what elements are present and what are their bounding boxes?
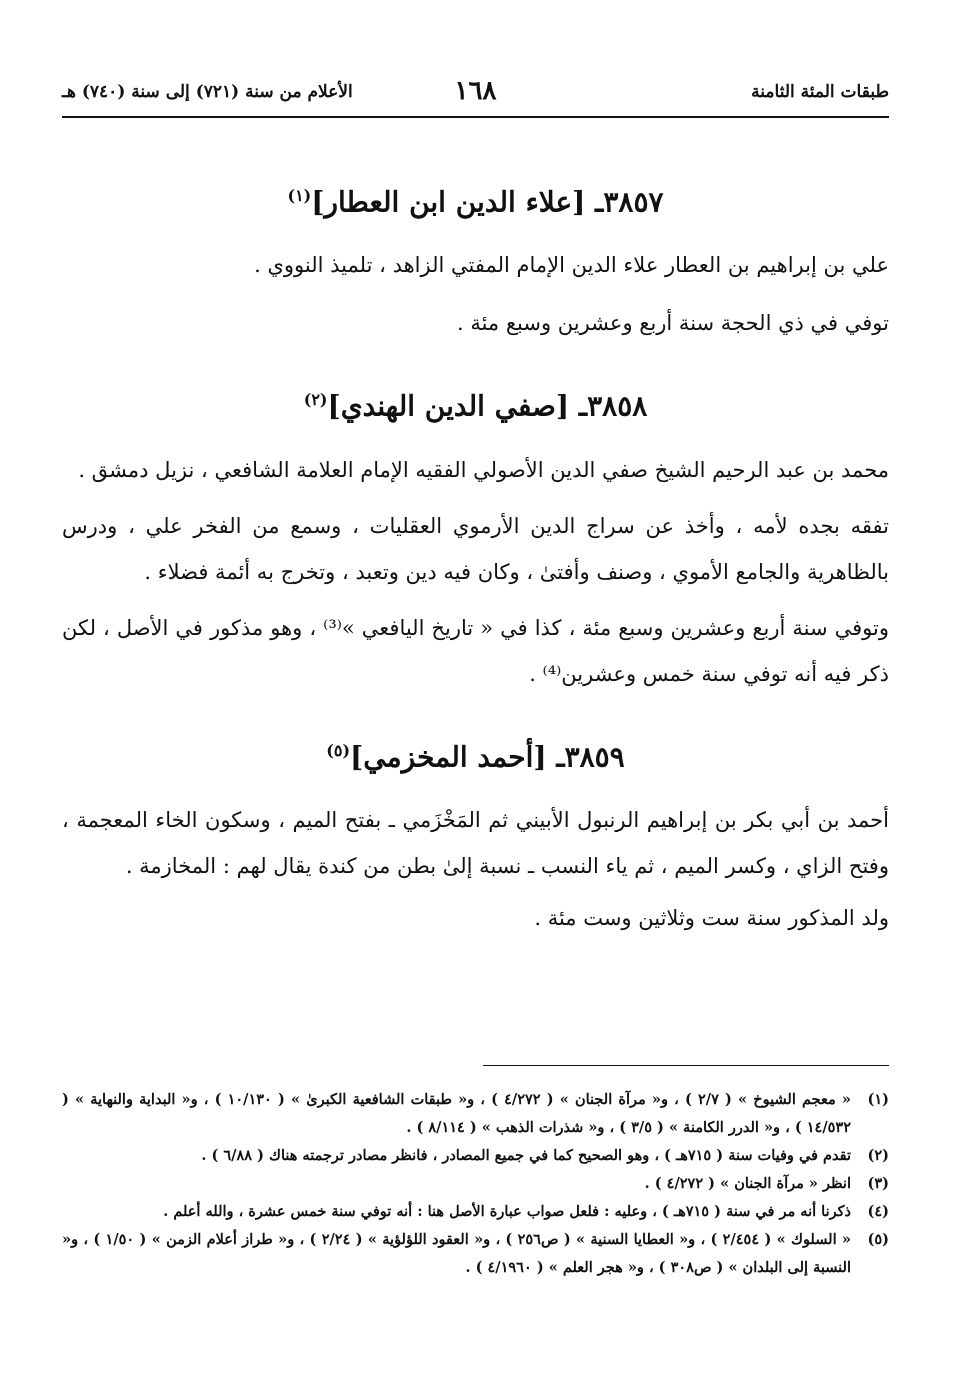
footnote	[62, 1142, 889, 1170]
entry-title	[62, 372, 889, 434]
entry-paragraph: أحمد بن أبي بكر بن إبراهيم الرنبول الأبيني ثم المَخْزَمي ـ بفتح الميم ، وسكون الخاء المعجمة ، وفتح الزاي ، وكسر الميم ، ثم ياء النسب ـ نسبة إلىٰ بطن من كندة يقال لهم : المخازمة .	[62, 807, 889, 878]
footnote	[62, 1086, 889, 1142]
entry-title-text: ٣٨٥٧ـ [علاء الدين ابن العطار]	[311, 185, 664, 219]
footnote-number: (٣)	[867, 1175, 889, 1192]
entry	[62, 723, 889, 941]
footnote	[62, 1226, 889, 1282]
footnote-text: ذكرنا أنه مر في سنة ( ٧١٥هـ ) ، وعليه : فلعل صواب عبارة الأصل هنا : أنه توفي سنة خمس عشرة ، والله أعلم .	[163, 1203, 851, 1220]
page-number: ١٦٨	[454, 76, 497, 106]
footnote-separator	[483, 1065, 889, 1066]
header-range-title: الأعلام من سنة (٧٢١) إلى سنة (٧٤٠) هـ	[62, 82, 353, 102]
entry	[62, 372, 889, 696]
footnote-text: « معجم الشيوخ » ( ٢/٧ ) ، و« مرآة الجنان » ( ٤/٢٧٢ ) ، و« طبقات الشافعية الكبرىٰ » ( ١٠/١٣٠ ) ، و« البداية والنهاية » ( ١٤/٥٣٢ ) ، و« الدرر الكامنة » ( ٣/٥ ) ، و« شذرات الذهب » ( ٨/١١٤ ) .	[62, 1091, 851, 1136]
entry-title	[62, 168, 889, 230]
footnote-ref: (٢)	[303, 390, 328, 410]
entry-paragraph: محمد بن عبد الرحيم الشيخ صفي الدين الأصولي الفقيه الإمام العلامة الشافعي ، نزيل دمشق .	[78, 457, 889, 482]
footnote-text: تقدم في وفيات سنة ( ٧١٥هـ ) ، وهو الصحيح كما في جميع المصادر ، فانظر مصادر ترجمته هناك ( ٦/٨٨ ) .	[201, 1147, 851, 1164]
footnote-ref: (٥)	[326, 740, 351, 760]
entry-paragraph: توفي في ذي الحجة سنة أربع وعشرين وسبع مئة .	[456, 311, 889, 336]
entry-paragraph: تفقه بجده لأمه ، وأخذ عن سراج الدين الأرموي العقليات ، وسمع من الفخر علي ، ودرس بالظاهرية والجامع الأموي ، وصنف وأفتىٰ ، وكان فيه دين وتعبد ، وتخرج به أئمة فضلاء .	[62, 513, 889, 584]
footnote-number: (٥)	[867, 1231, 889, 1248]
entry-paragraph: علي بن إبراهيم بن العطار علاء الدين الإمام المفتي الزاهد ، تلميذ النووي .	[254, 253, 889, 278]
header-section-title: طبقات المئة الثامنة	[751, 82, 889, 102]
footnote	[62, 1170, 889, 1198]
entry	[62, 168, 889, 346]
footnote-ref: (١)	[287, 186, 312, 205]
footnote	[62, 1198, 889, 1226]
header-rule	[62, 116, 889, 118]
entry-title	[62, 723, 889, 785]
footnote-number: (٤)	[867, 1203, 889, 1220]
entry-paragraph: وتوفي سنة أربع وعشرين وسبع مئة ، كذا في « تاريخ اليافعي »⁽³⁾ ، وهو مذكور في الأصل ، لكن ذكر فيه أنه توفي سنة خمس وعشرين⁽⁴⁾ .	[62, 615, 889, 686]
entry-title-text: ٣٨٥٩ـ [أحمد المخزمي]	[350, 739, 625, 773]
entry-title-text: ٣٨٥٨ـ [صفي الدين الهندي]	[327, 389, 648, 423]
footnote-text: انظر « مرآة الجنان » ( ٤/٢٧٢ ) .	[644, 1175, 851, 1192]
footnote-number: (١)	[867, 1091, 889, 1108]
footnote-number: (٢)	[867, 1147, 889, 1164]
running-header	[62, 76, 889, 116]
footnotes	[62, 1086, 889, 1282]
page-body	[62, 168, 889, 965]
entry-paragraph: ولد المذكور سنة ست وثلاثين وست مئة .	[534, 905, 889, 930]
footnote-text: « السلوك » ( ٢/٤٥٤ ) ، و« العطايا السنية » ( ص٢٥٦ ) ، و« العقود اللؤلؤية » ( ٢/٢٤ ) ، و« طراز أعلام الزمن » ( ١/٥٠ ) ، و« النسبة إلى البلدان » ( ص٣٠٨ ) ، و« هجر العلم » ( ٤/١٩٦٠ ) .	[62, 1231, 851, 1276]
